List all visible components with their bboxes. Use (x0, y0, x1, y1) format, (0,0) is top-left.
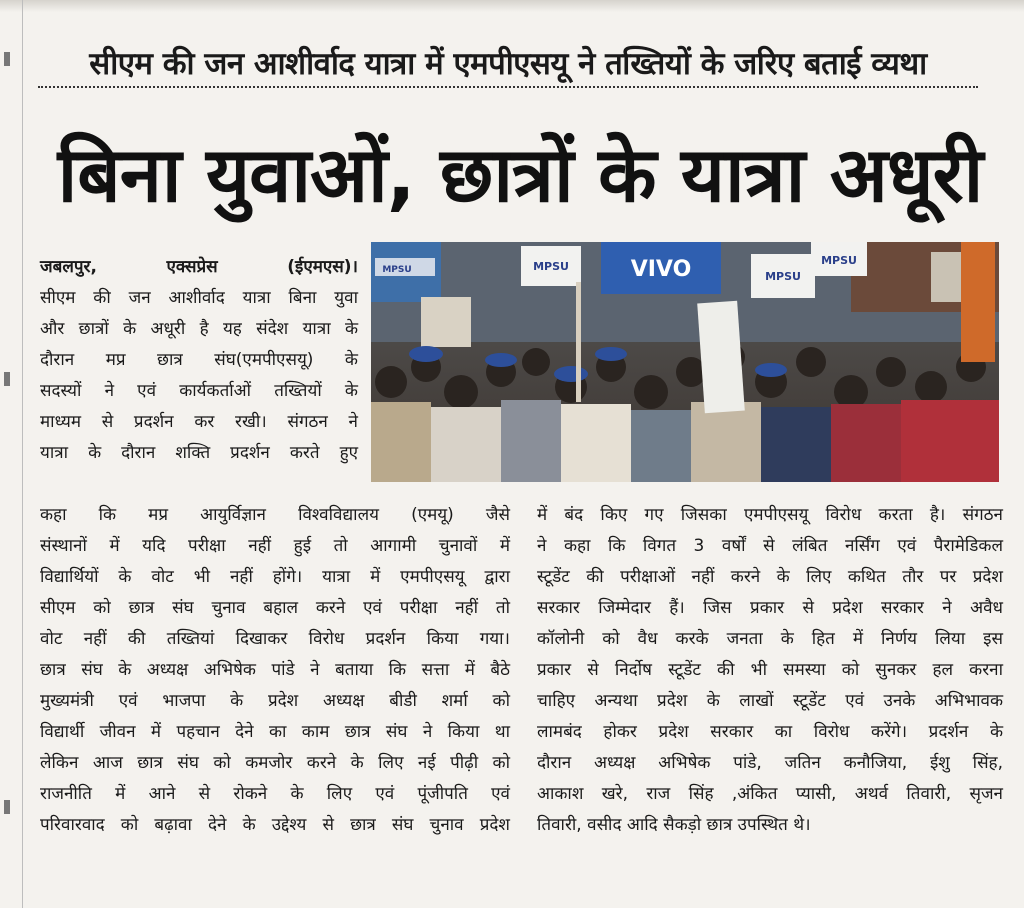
article-column-left-top (40, 252, 358, 469)
article-text-line: सदस्यों ने एवं कार्यकर्ताओं तख्तियों के (40, 381, 358, 401)
article-text-line: स्टूडेंट की परीक्षाओं नहीं करने के लिए कथित तौर पर प्रदेश (537, 567, 1003, 587)
protest-photo-illustration (371, 242, 999, 482)
article-text-line: संस्थानों में यदि परीक्षा नहीं हुई तो आगामी चुनावों में (40, 536, 510, 556)
news-photo-protest-crowd (371, 242, 999, 482)
article-text-line: चाहिए अन्यथा प्रदेश के लाखों स्टूडेंट एवं उनके अभिभावक (537, 691, 1003, 711)
article-text-line: परिवारवाद को बढ़ावा देने के उद्देश्य से छात्र संघ चुनाव प्रदेश (40, 815, 510, 835)
article-text-line: और छात्रों के अधूरी है यह संदेश यात्रा के (40, 319, 358, 339)
article-text-line: सरकार जिम्मेदार हैं। जिस प्रकार से प्रदेश सरकार ने अवैध (537, 598, 1003, 618)
article-text-line: माध्यम से प्रदर्शन कर रखी। संगठन ने (40, 412, 358, 432)
subheadline-dotted-rule (38, 86, 978, 88)
article-text-line: लेकिन आज छात्र संघ को कमजोर करने के लिए नई पीढ़ी को (40, 753, 510, 773)
placard-text: MPSU (382, 265, 412, 275)
article-column-right (537, 500, 1003, 841)
article-text-line: मुख्यमंत्री एवं भाजपा के प्रदेश अध्यक्ष बीडी शर्मा को (40, 691, 510, 711)
article-column-left-bottom (40, 500, 510, 841)
article-text-line: विद्यार्थी जीवन में पहचान देने का काम छात्र संघ ने किया था (40, 722, 510, 742)
shop-sign-text: VIVO (630, 257, 692, 282)
article-paragraph (537, 500, 1003, 841)
headline: बिना युवाओं, छात्रों के यात्रा अधूरी (57, 130, 983, 219)
article-paragraph (40, 283, 358, 469)
article-dateline (40, 252, 358, 283)
article-text-line: आकाश खरे, राज सिंह ,अंकित प्यासी, अथर्व तिवारी, सृजन (537, 784, 1003, 804)
article-text-line: दौरान अध्यक्ष अभिषेक पांडे, जतिन कनौजिया, ईशु सिंह, (537, 753, 1003, 773)
placard-text: MPSU (533, 260, 569, 273)
article-text-line: यात्रा के दौरान शक्ति प्रदर्शन करते हुए (40, 443, 358, 463)
article-text-line: प्रकार से निर्दोष स्टूडेंट की भी समस्या को सुनकर हल करना (537, 660, 1003, 680)
article-text-line: ने कहा कि विगत 3 वर्षों से लंबित नर्सिंग एवं पैरामेडिकल (537, 536, 1003, 556)
article-text-line: राजनीति में आने से रोकने के लिए एवं पूंजीपति एवं (40, 784, 510, 804)
dateline-text: जबलपुर, एक्सप्रेस (ईएमएस)। (40, 257, 358, 277)
article-text-line: वोट नहीं की तख्तियां दिखाकर विरोध प्रदर्शन किया गया। (40, 629, 510, 649)
placard-text: MPSU (821, 254, 857, 267)
article-text-line: में बंद किए गए जिसका एमपीएसयू विरोध करता है। संगठन (537, 505, 1003, 525)
placard-text: MPSU (765, 270, 801, 283)
article-text-line: छात्र संघ के अध्यक्ष अभिषेक पांडे ने बताया कि सत्ता में बैठे (40, 660, 510, 680)
article-text-line: लामबंद होकर प्रदेश सरकार का विरोध करेंगे। प्रदर्शन के (537, 722, 1003, 742)
article-text-line: विद्यार्थियों के वोट भी नहीं होंगे। यात्रा में एमपीएसयू द्वारा (40, 567, 510, 587)
article-text-line: दौरान मप्र छात्र संघ(एमपीएसयू) के (40, 350, 358, 370)
article-text-line: कॉलोनी को वैध करके जनता के हित में निर्णय लिया इस (537, 629, 1003, 649)
article-text-line: सीएम को छात्र संघ चुनाव बहाल करने एवं परीक्षा नहीं तो (40, 598, 510, 618)
margin-mark (4, 52, 10, 66)
article-text-line: तिवारी, वसीद आदि सैकड़ो छात्र उपस्थित थे। (537, 815, 811, 835)
margin-mark (4, 372, 10, 386)
margin-mark (4, 800, 10, 814)
subheadline: सीएम की जन आशीर्वाद यात्रा में एमपीएसयू ने तख्तियों के जरिए बताई व्यथा (89, 46, 927, 82)
article-text-line: सीएम की जन आशीर्वाद यात्रा बिना युवा (40, 288, 358, 308)
article-text-line: कहा कि मप्र आयुर्विज्ञान विश्वविद्यालय (एमयू) जैसे (40, 505, 510, 525)
article-paragraph (40, 500, 510, 841)
